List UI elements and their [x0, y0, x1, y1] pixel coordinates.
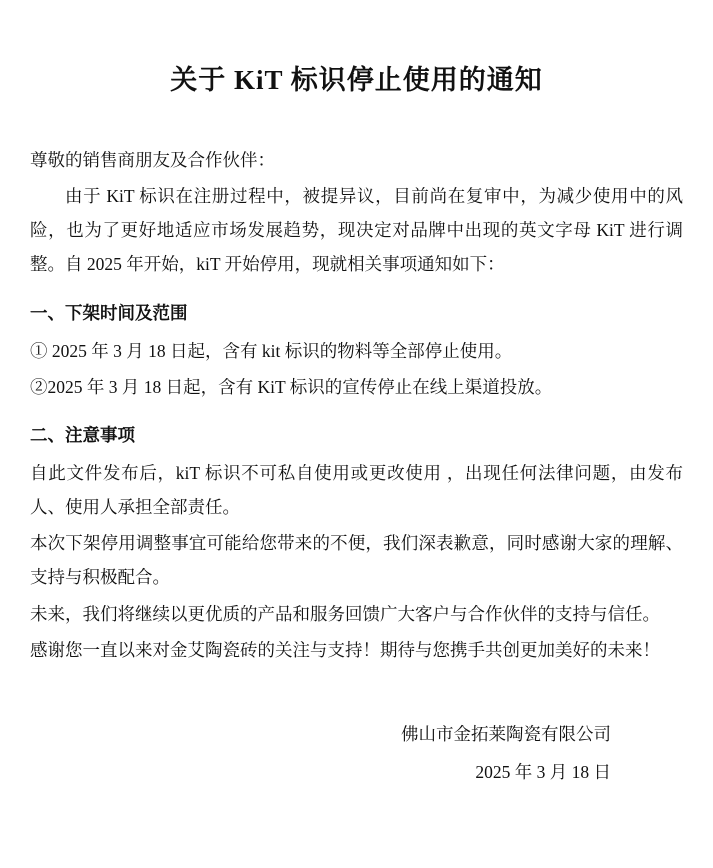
signature-block [30, 715, 683, 792]
page-title: 关于 KiT 标识停止使用的通知 [170, 65, 543, 95]
intro-paragraph: 由于 KiT 标识在注册过程中，被提异议，目前尚在复审中，为减少使用中的风险，也为了更好地适应市场发展趋势，现决定对品牌中出现的英文字母 KiT 进行调整。自 2025 年开始，kiT 开始停用，现就相关事项通知如下： [30, 186, 683, 275]
notice-paragraph: 未来，我们将继续以更优质的产品和服务回馈广大客户与合作伙伴的支持与信任。 [30, 603, 660, 624]
list-item: ① 2025 年 3 月 18 日起，含有 kit 标识的物料等全部停止使用。 [30, 340, 513, 361]
notice-paragraph: 本次下架停用调整事宜可能给您带来的不便，我们深表歉意，同时感谢大家的理解、支持与积极配合。 [30, 533, 683, 588]
notice-paragraph: 自此文件发布后，kiT 标识不可私自使用或更改使用 ，出现任何法律问题，由发布人、使用人承担全部责任。 [30, 463, 683, 518]
signature-date: 2025 年 3 月 18 日 [475, 762, 611, 783]
list-item: ②2025 年 3 月 18 日起，含有 KiT 标识的宣传停止在线上渠道投放。 [30, 376, 553, 397]
notice-paragraph: 感谢您一直以来对金艾陶瓷砖的关注与支持！期待与您携手共创更加美好的未来！ [30, 639, 660, 660]
salutation: 尊敬的销售商朋友及合作伙伴： [30, 150, 275, 170]
section-two-heading: 二、注意事项 [30, 424, 135, 445]
signature-company: 佛山市金拓莱陶瓷有限公司 [401, 723, 611, 744]
section-one-heading: 一、下架时间及范围 [30, 302, 188, 323]
document-body [30, 143, 683, 667]
